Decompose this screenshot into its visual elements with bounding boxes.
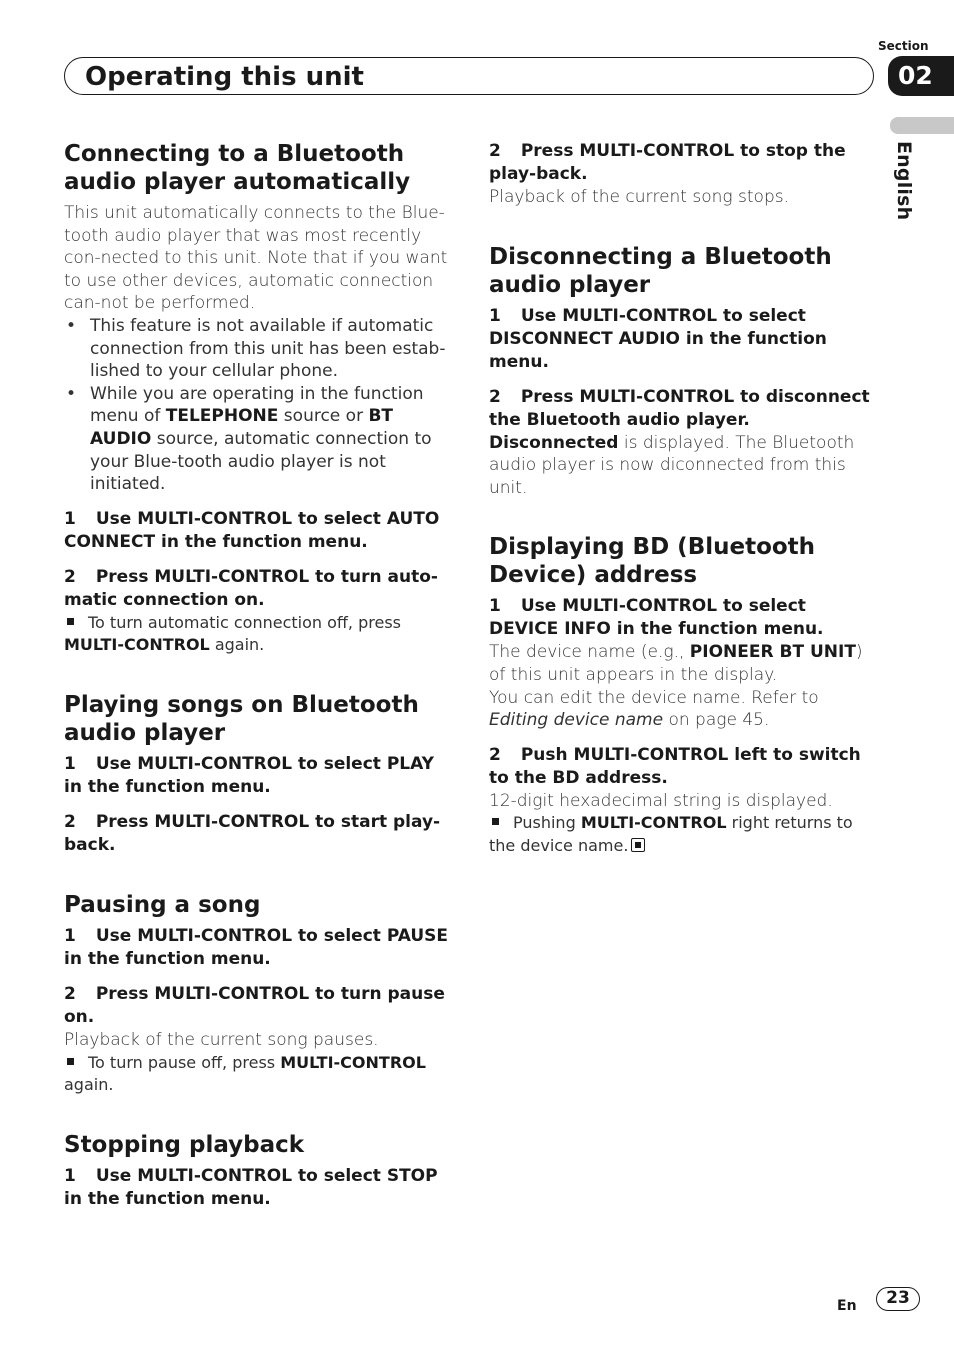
section-bd-address [489,533,879,857]
right-column [489,140,879,858]
step-2: 2 Press MULTI-CONTROL to turn pause on. [64,983,445,1027]
step-1: 1 Use MULTI-CONTROL to select AUTO CONNECT in the function menu. [64,508,440,552]
keyword: Disconnected [489,432,619,453]
heading-auto-connect: Connecting to a Bluetooth audio player automatically [64,141,411,195]
note-square-icon [67,1058,74,1065]
section-playing [64,691,452,857]
step-1: 1 Use MULTI-CONTROL to select PLAY in the function menu. [64,753,434,797]
bd-body-3: 12-digit hexadecimal string is displayed. [489,790,833,811]
note: To turn pause off, press MULTI-CONTROL again. [64,1052,426,1095]
end-of-section-icon [631,838,645,852]
keyword: BT AUDIO [90,406,394,449]
note-square-icon [492,818,499,825]
pausing-body: Playback of the current song pauses. [64,1029,379,1050]
keyword: MULTI-CONTROL [280,1052,426,1072]
bd-body-1: The device name (e.g., PIONEER BT UNIT) of this unit appears in the display. [489,642,863,685]
disconnect-body: Disconnected is displayed. The Bluetooth audio player is now diconnected from this unit. [489,432,855,498]
bd-body-2: You can edit the device name. Refer to Editing device name on page 45. [489,687,819,731]
note: To turn automatic connection off, press MULTI-CONTROL again. [64,612,401,655]
section-stopping-continued [489,140,879,209]
step-2: 2 Press MULTI-CONTROL to stop the play-back. [489,141,846,184]
step-2: 2 Press MULTI-CONTROL to disconnect the Bluetooth audio player. [489,386,870,430]
heading-disconnect: Disconnecting a Bluetooth audio player [489,243,832,298]
bullet-item: • While you are operating in the function menu of TELEPHONE source or BT AUDIO source, automatic connection to your Blue-tooth audio player is not initiated. [64,383,452,496]
page-title: Operating this unit [85,62,364,92]
auto-connect-body: This unit automatically connects to the Blue-tooth audio player that was most recently con-nected to this unit. Note that if you want to use other devices, automatic connection can-not be performed. [64,203,448,314]
section-auto-connect [64,140,452,657]
heading-bd-address: Displaying BD (Bluetooth Device) address [489,534,816,589]
bullet-item: • This feature is not available if automatic connection from this unit has been estab-lished to your cellular phone. [64,315,452,383]
stopping-body: Playback of the current song stops. [489,187,789,207]
section-disconnect [489,243,879,500]
language-label: English [893,141,915,221]
step-1: 1 Use MULTI-CONTROL to select DISCONNECT AUDIO in the function menu. [489,305,827,372]
heading-stopping: Stopping playback [64,1131,305,1158]
section-label: Section [878,39,929,53]
section-stopping [64,1131,452,1211]
title-bar [64,57,874,95]
keyword: MULTI-CONTROL [64,635,210,655]
note: Pushing MULTI-CONTROL right returns to the device name. [489,813,853,855]
step-1: 1 Use MULTI-CONTROL to select DEVICE INFO in the function menu. [489,596,824,640]
step-2: 2 Push MULTI-CONTROL left to switch to the BD address. [489,744,861,788]
step-2: 2 Press MULTI-CONTROL to start play-back. [64,811,441,855]
left-column [64,140,452,1211]
keyword: TELEPHONE [165,406,279,427]
step-1: 1 Use MULTI-CONTROL to select STOP in the function menu. [64,1165,438,1209]
section-number-badge: 02 [888,56,954,96]
heading-pausing: Pausing a song [64,891,261,918]
note-square-icon [67,618,74,625]
section-pausing [64,891,452,1097]
heading-playing: Playing songs on Bluetooth audio player [64,691,419,746]
page-number: 23 [876,1287,920,1311]
keyword: MULTI-CONTROL [580,813,727,833]
step-1: 1 Use MULTI-CONTROL to select PAUSE in the function menu. [64,925,449,969]
step-2: 2 Press MULTI-CONTROL to turn auto-matic connection on. [64,566,438,610]
cross-reference: Editing device name [489,710,664,731]
language-tab [890,117,954,134]
keyword: PIONEER BT UNIT [689,642,856,663]
footer-language: En [837,1298,857,1314]
